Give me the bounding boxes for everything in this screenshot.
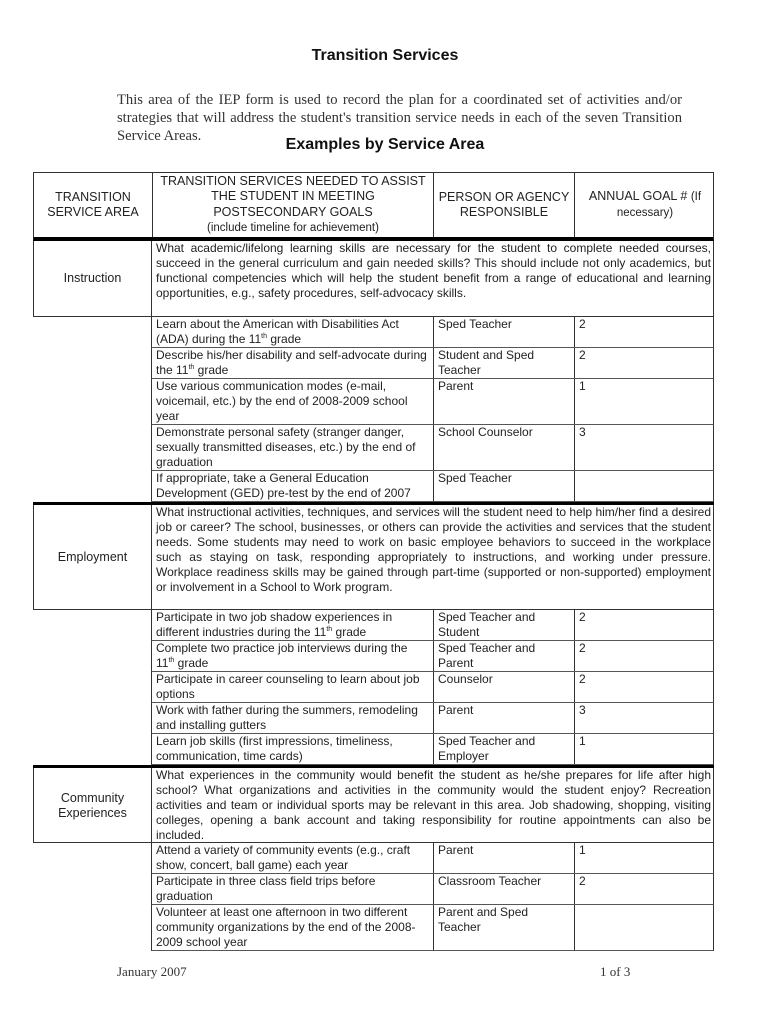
header-goal-note: (If necessary)	[616, 190, 702, 219]
transition-services-table	[33, 172, 714, 951]
service-text: Complete two practice job interviews during the 11	[156, 641, 408, 670]
intro-paragraph: This area of the IEP form is used to record the plan for a coordinated set of activities and/or strategies that will address the student's transition service needs in each of the seven Transition Service Areas.	[117, 92, 682, 144]
footer-date: January 2007	[117, 964, 187, 979]
service-cell	[152, 610, 433, 640]
person-cell: Parent	[433, 843, 574, 873]
section-subtitle: Examples by Service Area	[285, 136, 485, 153]
service-text-end: grade	[332, 625, 367, 639]
service-cell	[152, 843, 433, 873]
goal-cell: 2	[574, 317, 715, 347]
service-text: Volunteer at least one afternoon in two different community organizations by the end of the 2008-2009 school year	[156, 905, 416, 949]
service-area-section	[33, 502, 714, 765]
service-cell	[152, 672, 433, 702]
section-question-row	[33, 241, 714, 317]
service-text: Learn job skills (first impressions, timeliness, communication, time cards)	[156, 734, 393, 763]
table-row	[151, 905, 714, 951]
person-cell: Parent and Sped Teacher	[433, 905, 574, 950]
service-cell	[152, 317, 433, 347]
table-row	[151, 672, 714, 703]
person-cell: Sped Teacher and Student	[433, 610, 574, 640]
person-cell: Parent	[433, 703, 574, 733]
service-cell	[152, 379, 433, 424]
ordinal-suffix: th	[168, 657, 175, 664]
table-header	[33, 172, 714, 241]
goal-cell: 1	[574, 734, 715, 764]
person-cell: Parent	[433, 379, 574, 424]
goal-cell: 1	[574, 843, 715, 873]
service-area-section	[33, 765, 714, 951]
service-area-label: Community Experiences	[34, 768, 152, 843]
ordinal-suffix: th	[188, 364, 195, 371]
goal-cell: 1	[574, 379, 715, 424]
goal-cell: 2	[574, 348, 715, 378]
footer-page-number: 1 of 3	[600, 964, 631, 979]
section-question-row	[33, 768, 714, 843]
goal-cell	[574, 471, 715, 501]
service-cell	[152, 905, 433, 950]
service-cell	[152, 348, 433, 378]
service-text: Learn about the American with Disabilities Act (ADA) during the 11	[156, 317, 399, 346]
service-text: Use various communication modes (e-mail, voicemail, etc.) by the end of 2008-2009 school year	[156, 379, 408, 423]
service-text: If appropriate, take a General Education Development (GED) pre-test by the end of 2007	[156, 471, 411, 500]
ordinal-suffix: th	[261, 333, 268, 340]
service-cell	[152, 734, 433, 764]
person-cell: School Counselor	[433, 425, 574, 470]
ordinal-suffix: th	[326, 626, 333, 633]
header-goal	[574, 173, 715, 237]
service-cell	[152, 874, 433, 904]
service-area-label: Instruction	[34, 241, 152, 316]
person-cell: Sped Teacher and Employer	[433, 734, 574, 764]
table-row	[151, 610, 714, 641]
table-row	[151, 641, 714, 672]
service-area-section	[33, 241, 714, 502]
person-cell: Counselor	[433, 672, 574, 702]
table-row	[151, 348, 714, 379]
service-text: Attend a variety of community events (e.g., craft show, concert, ball game) each year	[156, 843, 411, 872]
service-text: Demonstrate personal safety (stranger danger, sexually transmitted diseases, etc.) by the end of graduation	[156, 425, 416, 469]
section-question-row	[33, 505, 714, 610]
service-text: Work with father during the summers, remodeling and installing gutters	[156, 703, 418, 732]
table-row	[151, 703, 714, 734]
service-area-description: What academic/lifelong learning skills are necessary for the student to complete needed courses, succeed in the general curriculum and gain needed skills? This should include not only academics, but functional competencies which will help the student benefit from a range of educational and learning opportunities, e.g., safety procedures, self-advocacy skills.	[156, 241, 711, 300]
person-cell: Student and Sped Teacher	[433, 348, 574, 378]
service-text-end: grade	[194, 363, 229, 377]
page-title: Transition Services	[311, 47, 459, 64]
header-services-label: TRANSITION SERVICES NEEDED TO ASSIST THE STUDENT IN MEETING POSTSECONDARY GOALS	[160, 173, 426, 219]
person-cell: Classroom Teacher	[433, 874, 574, 904]
service-cell	[152, 703, 433, 733]
header-services	[152, 173, 433, 237]
service-cell	[152, 641, 433, 671]
header-goal-label: ANNUAL GOAL #	[588, 188, 688, 203]
goal-cell	[574, 905, 715, 950]
service-area-description: What instructional activities, techniques, and services will the student need to help him/her find a desired job or career? The school, businesses, or others can provide the activities and services that the student needs. Some students may need to work on basic employee behaviors to succeed in the workplace such as staying on task, responding appropriately to instructions, and working under pressure. Workplace readiness skills may be gained through part-time (supported or non-supported) employment or involvement in a School to Work program.	[156, 505, 711, 594]
table-row	[151, 317, 714, 348]
header-person: PERSON OR AGENCY RESPONSIBLE	[433, 173, 574, 237]
table-row	[151, 379, 714, 425]
service-text: Participate in three class field trips before graduation	[156, 874, 376, 903]
service-text: Participate in two job shadow experiences in different industries during the 11	[156, 610, 393, 639]
person-cell: Sped Teacher	[433, 317, 574, 347]
person-cell: Sped Teacher	[433, 471, 574, 501]
goal-cell: 3	[574, 425, 715, 470]
person-cell: Sped Teacher and Parent	[433, 641, 574, 671]
service-text: Describe his/her disability and self-advocate during the 11	[156, 348, 427, 377]
goal-cell: 2	[574, 672, 715, 702]
table-row	[151, 734, 714, 765]
goal-cell: 3	[574, 703, 715, 733]
goal-cell: 2	[574, 874, 715, 904]
table-row	[151, 874, 714, 905]
service-cell	[152, 471, 433, 501]
service-area-description: What experiences in the community would benefit the student as he/she prepares for life after high school? What organizations and activities in the community would the student enjoy? Recreation activities and team or individual sports may be relevant in this area. Job shadowing, shopping, visiting colleges, opening a bank account and taking responsibility for routine appointments can also be included.	[156, 768, 711, 842]
goal-cell: 2	[574, 610, 715, 640]
table-row	[151, 471, 714, 502]
service-text-end: grade	[267, 332, 302, 346]
header-area: TRANSITION SERVICE AREA	[47, 189, 139, 219]
service-cell	[152, 425, 433, 470]
service-text: Participate in career counseling to learn about job options	[156, 672, 420, 701]
service-area-label: Employment	[34, 505, 152, 609]
table-row	[151, 843, 714, 874]
goal-cell: 2	[574, 641, 715, 671]
table-row	[151, 425, 714, 471]
header-services-note: (include timeline for achievement)	[207, 222, 379, 234]
service-text-end: grade	[174, 656, 209, 670]
